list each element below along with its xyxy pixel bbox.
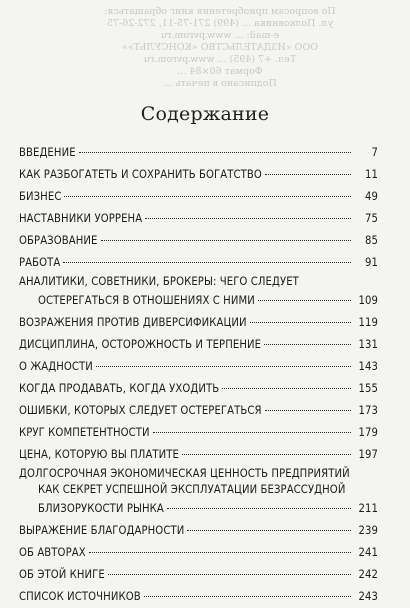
toc-page-number: 109	[358, 294, 378, 307]
toc-page-number: 239	[358, 524, 378, 537]
toc-entry-title: ОБ АВТОРАХ	[19, 546, 86, 559]
dot-leader	[265, 410, 351, 411]
bleed-through-line: Формат 60×84 ...	[177, 66, 263, 77]
toc-entry[interactable]	[19, 164, 378, 186]
page-title: Содержание	[140, 103, 270, 125]
dot-leader	[96, 366, 351, 367]
toc-page-number: 7	[371, 146, 378, 159]
dot-leader	[167, 508, 351, 509]
toc-entry[interactable]	[19, 378, 378, 400]
dot-leader	[222, 388, 351, 389]
toc-entry-title: ВВЕДЕНИЕ	[19, 146, 76, 159]
dot-leader	[265, 174, 351, 175]
toc-entry-title: РАБОТА	[19, 256, 61, 269]
toc-entry-title: АНАЛИТИКИ, СОВЕТНИКИ, БРОКЕРЫ: ЧЕГО СЛЕДУЕТ	[19, 275, 299, 288]
toc-entry-title: ЦЕНА, КОТОРУЮ ВЫ ПЛАТИТЕ	[19, 448, 180, 461]
toc-entry[interactable]	[19, 400, 378, 422]
toc-entry[interactable]	[19, 542, 378, 564]
dot-leader	[63, 262, 351, 263]
toc-page-number: 75	[364, 212, 378, 225]
dot-leader	[101, 240, 352, 241]
toc-entry-title: КАК РАЗБОГАТЕТЬ И СОХРАНИТЬ БОГАТСТВО	[19, 168, 262, 181]
toc-entry[interactable]	[19, 466, 378, 520]
dot-leader	[108, 574, 351, 575]
toc-entry[interactable]	[19, 186, 378, 208]
toc-entry[interactable]	[19, 586, 378, 608]
toc-entry-title: КРУГ КОМПЕТЕНТНОСТИ	[19, 426, 150, 439]
toc-page-number: 197	[358, 448, 378, 461]
toc-page-number: 179	[358, 426, 378, 439]
toc-entry[interactable]	[19, 274, 378, 312]
bleed-through-line: ул. Полковника ... (499) 271-75-11, 272-26-75	[106, 18, 334, 29]
toc-entry[interactable]	[19, 142, 378, 164]
bleed-through-line: Тел. +7 (495) ... www.pvrom.ru	[143, 54, 297, 65]
toc-page-number: 155	[358, 382, 378, 395]
dot-leader	[79, 152, 351, 153]
toc-entry-title: ОБ ЭТОЙ КНИГЕ	[19, 568, 105, 581]
toc-entry-title: СПИСОК ИСТОЧНИКОВ	[19, 590, 141, 603]
toc-page-number: 91	[364, 256, 378, 269]
dot-leader	[182, 454, 351, 455]
toc-entry-title: ВОЗРАЖЕНИЯ ПРОТИВ ДИВЕРСИФИКАЦИИ	[19, 316, 247, 329]
toc-entry[interactable]	[19, 564, 378, 586]
toc-entry[interactable]	[19, 230, 378, 252]
toc-page-number: 131	[358, 338, 378, 351]
toc-entry-title: ОШИБКИ, КОТОРЫХ СЛЕДУЕТ ОСТЕРЕГАТЬСЯ	[19, 404, 262, 417]
toc-entry[interactable]	[19, 334, 378, 356]
bleed-through-line: e-mail: ... www.pvrom.ru	[160, 30, 280, 41]
toc-entry-title: ДОЛГОСРОЧНАЯ ЭКОНОМИЧЕСКАЯ ЦЕННОСТЬ ПРЕДПРИЯТИЙ	[19, 467, 350, 480]
toc-entry[interactable]	[19, 520, 378, 542]
toc-page-number: 119	[358, 316, 378, 329]
dot-leader	[64, 196, 351, 197]
dot-leader	[153, 432, 351, 433]
bleed-through-line: Подписано в печать ...	[163, 78, 277, 89]
toc-page-number: 243	[358, 590, 378, 603]
toc-entry-title: ДИСЦИПЛИНА, ОСТОРОЖНОСТЬ И ТЕРПЕНИЕ	[19, 338, 262, 351]
toc-entry-title: ВЫРАЖЕНИЕ БЛАГОДАРНОСТИ	[19, 524, 185, 537]
toc-page-number: 49	[364, 190, 378, 203]
dot-leader	[187, 530, 351, 531]
table-of-contents	[19, 142, 378, 608]
bleed-through-line: ООО «ИЗДАТЕЛЬСТВО «КОНСУЛЬТ»»	[122, 42, 318, 53]
toc-entry[interactable]	[19, 208, 378, 230]
toc-entry-title: НАСТАВНИКИ УОРРЕНА	[19, 212, 143, 225]
toc-entry-title: КАК СЕКРЕТ УСПЕШНОЙ ЭКСПЛУАТАЦИИ БЕЗРАССУДНОЙ	[38, 483, 346, 496]
dot-leader	[89, 552, 351, 553]
dot-leader	[264, 344, 351, 345]
toc-entry[interactable]	[19, 444, 378, 466]
dot-leader	[145, 218, 351, 219]
toc-page-number: 242	[358, 568, 378, 581]
toc-entry[interactable]	[19, 422, 378, 444]
toc-page-number: 173	[358, 404, 378, 417]
toc-page-number: 11	[364, 168, 378, 181]
toc-entry-title: О ЖАДНОСТИ	[19, 360, 93, 373]
dot-leader	[144, 596, 351, 597]
toc-entry-title: БЛИЗОРУКОСТИ РЫНКА	[38, 502, 164, 515]
dot-leader	[250, 322, 351, 323]
toc-entry-title: ОСТЕРЕГАТЬСЯ В ОТНОШЕНИЯХ С НИМИ	[38, 294, 255, 307]
toc-page-number: 241	[358, 546, 378, 559]
toc-entry[interactable]	[19, 356, 378, 378]
toc-page-number: 211	[358, 502, 378, 515]
toc-page-number: 85	[364, 234, 378, 247]
toc-entry-title: ОБРАЗОВАНИЕ	[19, 234, 98, 247]
bleed-through-text	[70, 6, 370, 90]
toc-entry[interactable]	[19, 312, 378, 334]
toc-entry-title: БИЗНЕС	[19, 190, 62, 203]
toc-entry[interactable]	[19, 252, 378, 274]
toc-entry-title: КОГДА ПРОДАВАТЬ, КОГДА УХОДИТЬ	[19, 382, 220, 395]
toc-page-number: 143	[358, 360, 378, 373]
dot-leader	[258, 300, 351, 301]
bleed-through-line: По вопросам приобретения книг обращаться:	[104, 6, 336, 17]
